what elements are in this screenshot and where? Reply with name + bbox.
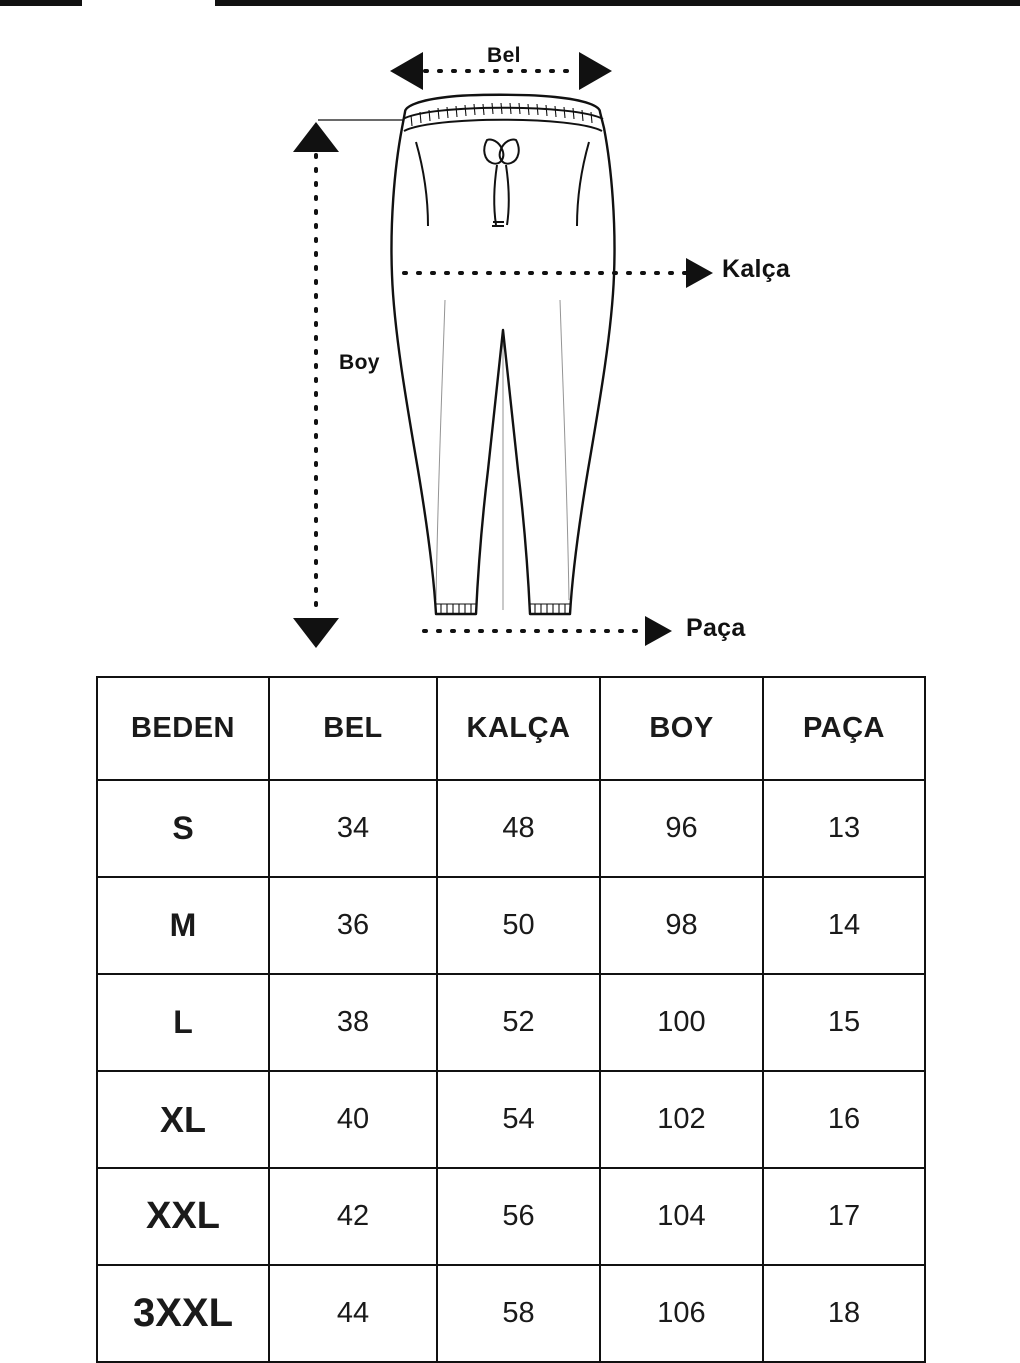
measurement-diagram	[0, 0, 1020, 665]
table-row	[97, 1071, 925, 1168]
column-header-paca: PAÇA	[763, 677, 925, 780]
cell-paca: 16	[763, 1071, 925, 1168]
cell-size: S	[97, 780, 269, 877]
table-header-row	[97, 677, 925, 780]
cell-bel: 36	[269, 877, 437, 974]
column-header-beden: BEDEN	[97, 677, 269, 780]
cell-size: 3XXL	[97, 1265, 269, 1362]
length-measure-line	[293, 122, 339, 648]
cell-paca: 15	[763, 974, 925, 1071]
sweatpants-technical-drawing	[0, 0, 1020, 665]
cell-boy: 106	[600, 1265, 763, 1362]
cell-paca: 14	[763, 877, 925, 974]
cell-size: L	[97, 974, 269, 1071]
cell-boy: 98	[600, 877, 763, 974]
waist-label: Bel	[487, 44, 521, 67]
cuff-label: Paça	[686, 614, 746, 642]
length-label: Boy	[339, 351, 380, 374]
cuff-measure-line	[424, 616, 672, 646]
cell-boy: 96	[600, 780, 763, 877]
table-row	[97, 780, 925, 877]
cell-bel: 40	[269, 1071, 437, 1168]
cell-size: XXL	[97, 1168, 269, 1265]
cell-bel: 44	[269, 1265, 437, 1362]
table-row	[97, 877, 925, 974]
table-row	[97, 1168, 925, 1265]
cell-paca: 13	[763, 780, 925, 877]
size-chart-table	[96, 676, 924, 1363]
cell-size: M	[97, 877, 269, 974]
cell-kalca: 58	[437, 1265, 600, 1362]
cell-boy: 100	[600, 974, 763, 1071]
cell-bel: 38	[269, 974, 437, 1071]
cell-paca: 17	[763, 1168, 925, 1265]
cell-kalca: 54	[437, 1071, 600, 1168]
cell-kalca: 48	[437, 780, 600, 877]
column-header-kalca: KALÇA	[437, 677, 600, 780]
table-row	[97, 974, 925, 1071]
cell-boy: 102	[600, 1071, 763, 1168]
cell-bel: 42	[269, 1168, 437, 1265]
table-row	[97, 1265, 925, 1362]
column-header-boy: BOY	[600, 677, 763, 780]
cell-size: XL	[97, 1071, 269, 1168]
cell-bel: 34	[269, 780, 437, 877]
cell-kalca: 52	[437, 974, 600, 1071]
column-header-bel: BEL	[269, 677, 437, 780]
hip-label: Kalça	[722, 255, 791, 283]
cell-boy: 104	[600, 1168, 763, 1265]
cell-kalca: 56	[437, 1168, 600, 1265]
cell-paca: 18	[763, 1265, 925, 1362]
cell-kalca: 50	[437, 877, 600, 974]
